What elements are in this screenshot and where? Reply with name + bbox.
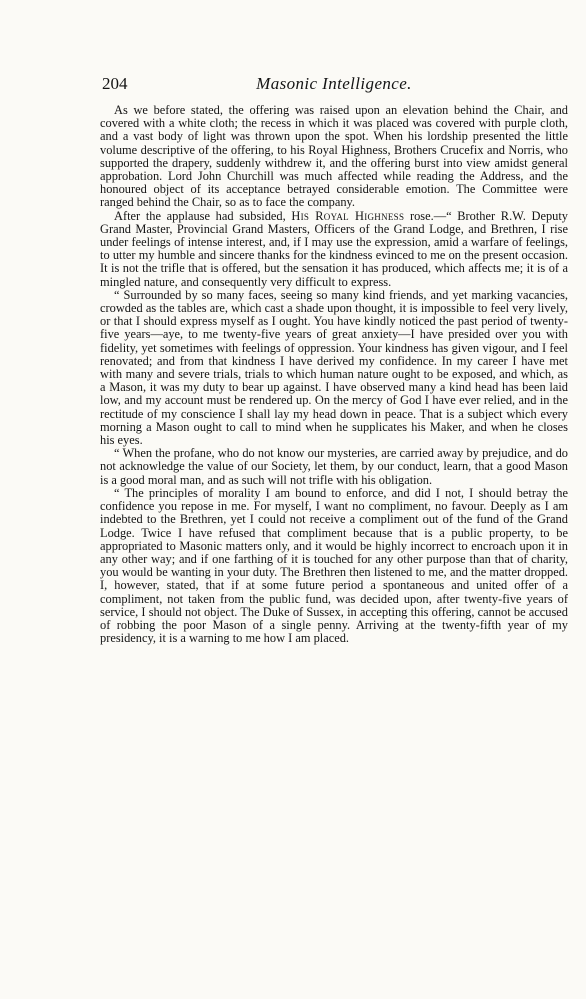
running-title: Masonic Intelligence. — [256, 74, 412, 93]
paragraph-speech-start: rose.—“ Brother R.W. Deputy Grand Master, Provincial Grand Masters, Officers of the Grand Lodge, and Brethren, I rise under feelings of intense interest, and, if I may use the expression, amid a warfare of feelings, to utter my humble and sincere thanks for the kindness evinced to me on the present occasion. It is not the trifle that is offered, but the sensation it has produced, which affects me; it is of a mingled nature, and consequently very difficult to express. — [100, 208, 568, 289]
paragraph-offering-description: As we before stated, the offering was raised upon an elevation behind the Chair, and covered with a white cloth; the recess in which it was placed was covered with purple cloth, and a vast body of light was thrown upon the spot. When his lordship presented the little volume descriptive of the offering, to his Royal Highness, Brothers Crucefix and Norris, who supported the drapery, suddenly withdrew it, and the offering burst into view amidst general approbation. Lord John Churchill was much affected while reading the Address, and the honoured object of its acceptance betrayed considerable emotion. The Committee were ranged behind the Chair, so as to face the company. — [100, 103, 568, 210]
page-header — [100, 74, 568, 98]
paragraph-lead: After the applause had subsided, — [114, 208, 292, 223]
royal-highness-smallcaps: His Royal Highness — [291, 208, 405, 223]
page-number: 204 — [102, 74, 128, 93]
paragraph-principles-of-morality: “ The principles of morality I am bound to enforce, and did I not, I should betray the confidence you repose in me. For myself, I want no compliment, no favour. Deeply as I am indebted to the Brethren, yet I could not receive a compliment out of the fund of the Grand Lodge. Twice I have refused that compliment because that is a public property, to be appropriated to Masonic matters only, and it would be highly incorrect to encroach upon it in any other way; and if one farthing of it is touched for any other purpose than that of charity, you would be wanting in your duty. The Brethren then listened to me, and the matter dropped. I, however, stated, that if at some future period a spontaneous and united offer of a compliment, not taken from the public fund, was decided upon, after twenty-five years of service, I should not object. The Duke of Sussex, in accepting this offering, cannot be accused of robbing the poor Mason of a single penny. Arriving at the twenty-fifth year of my presidency, it is a warning to me how I am placed. — [100, 485, 568, 646]
paragraph-royal-highness-rose — [100, 210, 568, 289]
body-text — [100, 104, 568, 645]
paragraph-profane: “ When the profane, who do not know our mysteries, are carried away by prejudice, and do not acknowledge the value of our Society, let them, by our conduct, learn, that a good Mason is a good moral man, and as such will not trifle with his obligation. — [100, 446, 568, 487]
paragraph-surrounded-by-faces: “ Surrounded by so many faces, seeing so many kind friends, and yet marking vacancies, crowded as the tables are, which cast a shade upon thought, it is impossible to feel very lively, or that I should express myself as I ought. You have kindly noticed the past period of twenty-five years—aye, to me twenty-five years of great anxiety—I have presided over you with fidelity, yet sometimes with feelings of oppression. Your kindness has given vigour, and I feel renovated; and from that kindness I have derived my confidence. In my career I have met with many and severe trials, trials to which human nature ought to be exposed, and which, as a Mason, it was my duty to bear up against. I have observed many a kind head has been laid low, and my account must be rendered up. On the mercy of God I have ever relied, and in the rectitude of my conscience I shall lay my head down in peace. That is a subject which every morning a Mason ought to call to mind when he supplicates his Maker, and when he closes his eyes. — [100, 287, 568, 448]
